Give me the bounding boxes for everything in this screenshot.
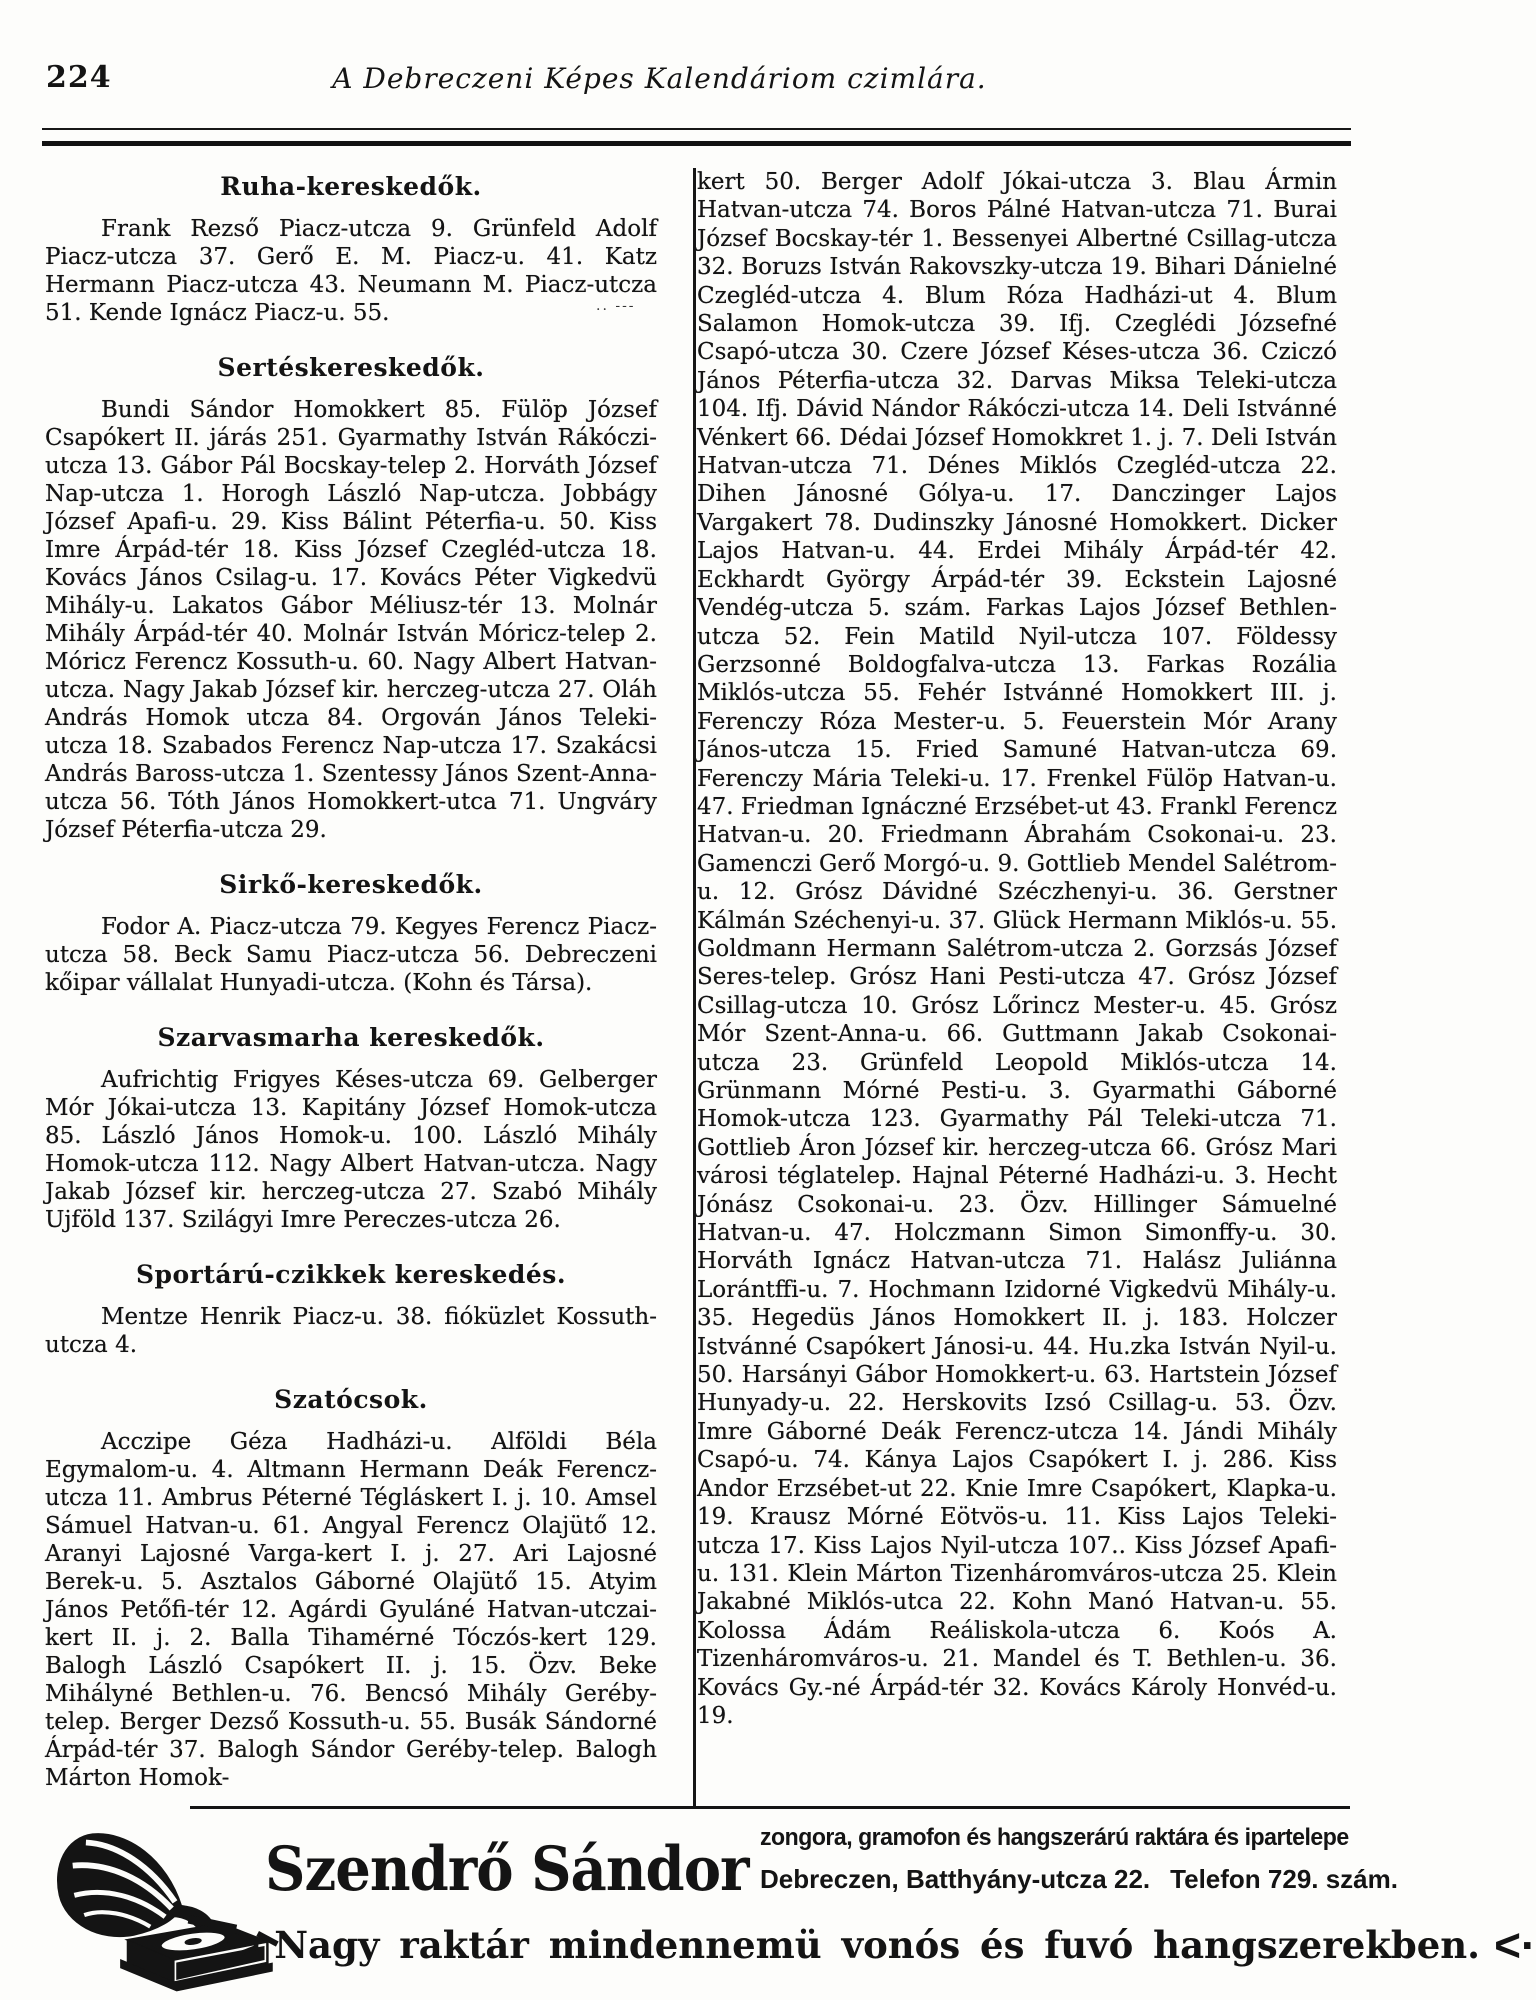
- left-column: [45, 168, 675, 1808]
- advert-address: Debreczen, Batthyány-utcza 22.: [760, 1864, 1151, 1894]
- chevron-left-ornament-icon: <·: [1494, 1919, 1536, 1971]
- section-body-ruha: Frank Rezső Piacz-utcza 9. Grünfeld Adolf Piacz-utcza 37. Gerő E. M. Piacz-u. 41. Katz Hermann Piacz-utcza 43. Neumann M. Piacz-utcza 51. Kende Ignácz Piacz-u. 55.: [45, 216, 657, 326]
- advert-szendro-sandor: [40, 1818, 1536, 1996]
- section-heading-szarvasmarha: Szarvasmarha kereskedők.: [157, 1023, 545, 1052]
- page-number: 224: [46, 60, 112, 95]
- advert-line2: [760, 1864, 1398, 1895]
- right-column-body: kert 50. Berger Adolf Jókai-utcza 3. Blau Ármin Hatvan-utcza 74. Boros Pálné Hatvan-utcza 71. Burai József Bocskay-tér 1. Bessenyei Albertné Csillag-utcza 32. Boruzs István Rakovszky-utcza 19. Bihari Dánielné Czegléd-utcza 4. Blum Róza Hadházi-ut 4. Blum Salamon Homok-utcza 39. Ifj. Czeglédi Józsefné Csapó-utcza 30. Czere József Késes-utcza 36. Cziczó János Péterfia-utcza 32. Darvas Miksa Teleki-utcza 104. Ifj. Dávid Nándor Rákóczi-utcza 14. Deli Istvánné Vénkert 66. Dédai József Homokkret 1. j. 7. Deli István Hatvan-utcza 71. Dénes Miklós Czegléd-utcza 22. Dihen Jánosné Gólya-u. 17. Danczinger Lajos Vargakert 78. Dudinszky Jánosné Homokkert. Dicker Lajos Hatvan-u. 44. Erdei Mihály Árpád-tér 42. Eckhardt György Árpád-tér 39. Eckstein Lajosné Vendég-utcza 5. szám. Farkas Lajos József Bethlen-utcza 52. Fein Matild Nyil-utcza 107. Földessy Gerzsonné Boldogfalva-utcza 13. Farkas Rozália Miklós-utcza 55. Fehér Istvánné Homokkert III. j. Ferenczy Róza Mester-u. 5. Feuerstein Mór Arany János-utcza 15. Fried Samuné Hatvan-utcza 69. Ferenczy Mária Teleki-u. 17. Frenkel Fülöp Hatvan-u. 47. Friedman Ignáczné Erzsébet-ut 43. Frankl Ferencz Hatvan-u. 20. Friedmann Ábrahám Csokonai-u. 23. Gamenczi Gerő Morgó-u. 9. Gottlieb Mendel Salétrom-u. 12. Grósz Dávidné Széczhenyi-u. 36. Gerstner Kálmán Széchenyi-u. 37. Glück Hermann Miklós-u. 55. Goldmann Hermann Salétrom-utcza 2. Gorzsás József Seres-telep. Grósz Hani Pesti-utcza 47. Grósz József Csillag-utcza 10. Grósz Lőrincz Mester-u. 45. Grósz Mór Szent-Anna-u. 66. Guttmann Jakab Csokonai-utcza 23. Grünfeld Leopold Miklós-utcza 14. Grünmann Mórné Pesti-u. 3. Gyarmathi Gáborné Homok-utcza 123. Gyarmathy Pál Teleki-utcza 71. Gottlieb Áron József kir. herczeg-utcza 66. Grósz Mari városi téglatelep. Hajnal Péterné Hadházi-u. 3. Hecht Jónász Csokonai-u. 23. Özv. Hillinger Sámuelné Hatvan-u. 47. Holczmann Simon Simonffy-u. 30. Horváth Ignácz Hatvan-utcza 71. Halász Juliánna Lorántffi-u. 7. Hochmann Izidorné Vigkedvü Mihály-u. 35. Hegedüs János Homokkert II. j. 183. Holczer Istvánné Csapókert Jánosi-u. 44. Hu.zka István Nyil-u. 50. Harsányi Gábor Homokkert-u. 63. Hartstein József Hunyady-u. 22. Herskovits Izsó Csillag-u. 53. Özv. Imre Gáborné Deák Ferencz-utcza 14. Jándi Mihály Csapó-u. 74. Kánya Lajos Csapókert I. j. 286. Kiss Andor Erzsébet-ut 22. Knie Imre Csapókert, Klapka-u. 19. Krausz Mórné Eötvös-u. 11. Kiss Lajos Teleki-utcza 17. Kiss Lajos Nyil-utcza 107.. Kiss József Apafi-u. 131. Klein Márton Tizenháromváros-utcza 25. Klein Jakabné Miklós-utca 22. Kohn Manó Hatvan-u. 55. Kolossa Ádám Reáliskola-utcza 6. Koós A. Tizenháromváros-u. 21. Mandel és T. Bethlen-u. 36. Kovács Gy.-né Árpád-tér 32. Kovács Károly Honvéd-u. 19.: [697, 169, 1337, 1729]
- section-heading-ruha: Ruha-kereskedők.: [220, 172, 482, 201]
- chevron-right-ornament-icon: ·>: [218, 1919, 261, 1971]
- advert-separator-rule: [190, 1806, 1350, 1809]
- column-divider: [693, 168, 696, 1808]
- section-heading-szatocsok: Szatócsok.: [274, 1385, 428, 1414]
- running-title: A Debreczeni Képes Kalendáriom czimlára.: [332, 62, 987, 95]
- advert-line1: zongora, gramofon és hangszerárú raktára és ipartelepe: [760, 1824, 1349, 1851]
- section-body-szarvasmarha: Aufrichtig Frigyes Késes-utcza 69. Gelberger Mór Jókai-utcza 13. Kapitány József Homok-utcza 85. László János Homok-u. 100. László Mihály Homok-utcza 112. Nagy Albert Hatvan-utcza. Nagy Jakab József kir. herczeg-utcza 27. Szabó Mihály Ujföld 137. Szilágyi Imre Pereczes-utcza 26.: [45, 1067, 657, 1233]
- advert-name: Szendrő Sándor: [265, 1834, 749, 1906]
- print-artifact: .. ---: [596, 298, 636, 314]
- section-heading-sportaru: Sportárú-czikkek kereskedés.: [135, 1260, 567, 1289]
- section-body-sportaru: Mentze Henrik Piacz-u. 38. fióküzlet Kossuth-utcza 4.: [45, 1304, 657, 1358]
- advert-phone: Telefon 729. szám.: [1170, 1864, 1398, 1894]
- section-body-sertes: Bundi Sándor Homokkert 85. Fülöp József Csapókert II. járás 251. Gyarmathy István Rákóczi-utcza 13. Gábor Pál Bocskay-telep 2. Horváth József Nap-utcza 1. Horogh László Nap-utcza. Jobbágy József Apafi-u. 29. Kiss Bálint Péterfia-u. 50. Kiss Imre Árpád-tér 18. Kiss József Czegléd-utcza 18. Kovács János Csilag-u. 17. Kovács Péter Vigkedvü Mihály-u. Lakatos Gábor Méliusz-tér 13. Molnár Mihály Árpád-tér 40. Molnár István Móricz-telep 2. Móricz Ferencz Kossuth-u. 60. Nagy Albert Hatvan-utcza. Nagy Jakab József kir. herczeg-utcza 27. Oláh András Homok utcza 84. Orgován János Teleki-utcza 18. Szabados Ferencz Nap-utcza 17. Szakácsi András Baross-utcza 1. Szentessy János Szent-Anna-utcza 56. Tóth János Homokkert-utca 71. Ungváry József Péterfia-utcza 29.: [45, 397, 657, 843]
- section-heading-sertes: Sertéskereskedők.: [217, 353, 485, 382]
- advert-slogan-row: [218, 1919, 1536, 1971]
- section-body-szatocsok: Acczipe Géza Hadházi-u. Alföldi Béla Egymalom-u. 4. Altmann Hermann Deák Ferencz-utcza 11. Ambrus Péterné Tégláskert I. j. 10. Amsel Sámuel Hatvan-u. 61. Angyal Ferencz Olajütő 12. Aranyi Lajosné Varga-kert I. j. 27. Ari Lajosné Berek-u. 5. Asztalos Gáborné Olajütő 15. Atyim János Petőfi-tér 12. Agárdi Gyuláné Hatvan-utczai-kert II. j. 2. Balla Tihamérné Tóczós-kert 129. Balogh László Csapókert II. j. 15. Özv. Beke Mihályné Bethlen-u. 76. Bencsó Mihály Geréby-telep. Berger Dezső Kossuth-u. 55. Busák Sándorné Árpád-tér 37. Balogh Sándor Geréby-telep. Balogh Márton Homok-: [45, 1429, 657, 1791]
- directory-columns: [45, 168, 1337, 1808]
- advert-slogan: Nagy raktár mindennemü vonós és fuvó hangszerekben.: [274, 1923, 1481, 1967]
- section-heading-sirko: Sirkő-kereskedők.: [219, 870, 483, 899]
- header-rule: [42, 128, 1351, 146]
- advert-right-block: [760, 1824, 1398, 1895]
- section-body-sirko: Fodor A. Piacz-utcza 79. Kegyes Ferencz Piacz-utcza 58. Beck Samu Piacz-utcza 56. Debreczeni kőipar vállalat Hunyadi-utcza. (Kohn és Társa).: [45, 914, 657, 996]
- right-column: [675, 168, 1337, 1808]
